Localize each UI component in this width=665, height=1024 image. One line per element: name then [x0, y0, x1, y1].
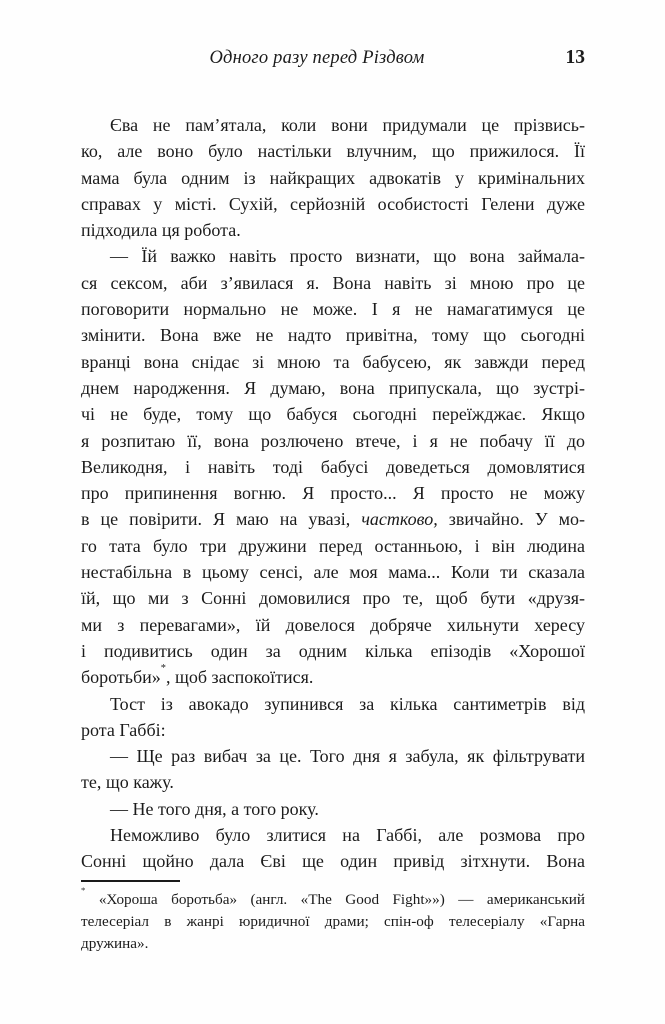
paragraph	[81, 691, 585, 744]
text-line: ми з перевагами», їй довелося добряче хильнути хересу	[81, 614, 585, 635]
text-line: — Ще раз вибач за це. Того дня я забула, як фільтрувати	[110, 746, 585, 767]
running-head	[81, 46, 585, 72]
text-line: Великодня, і навіть тоді бабусі доведеться домовлятися	[81, 456, 585, 477]
text-line: дружина».	[81, 935, 149, 952]
text-line: поговорити нормально не може. І я не намагатимуся це	[81, 299, 585, 320]
text-line: рота Габбі:	[81, 719, 166, 740]
text-line: їй, що ми з Сонні домовилися про те, щоб бути «друзя-	[81, 588, 585, 609]
text-line: телесеріал в жанрі юридичної драми; спін-оф телесеріалу «Гарна	[81, 913, 585, 930]
text-line: Тост із авокадо зупинився за кілька сантиметрів від	[110, 693, 585, 714]
text-line: Неможливо було злитися на Габбі, але розмова про	[110, 825, 585, 846]
footnote-marker: *	[81, 885, 86, 896]
paragraph	[81, 743, 585, 796]
footnote	[81, 880, 585, 955]
text-line: і подивитись один за одним кілька епізодів «Хорошої	[81, 640, 585, 661]
text-line: в це повірити. Я маю на увазі, частково, звичайно. У мо-	[81, 509, 585, 530]
text-line: — Не того дня, а того року.	[110, 798, 319, 819]
paragraph	[81, 243, 585, 690]
italic-text: частково,	[361, 509, 438, 530]
running-title: Одного разу перед Різдвом	[209, 48, 425, 68]
text-line: змінити. Вона вже не надто привітна, тому що сьогодні	[81, 325, 585, 346]
text-line: Сонні щойно дала Єві ще один привід зітхнути. Вона	[81, 851, 585, 872]
text-line: днем народження. Я думаю, вона припускала, що зустрі-	[81, 377, 585, 398]
text-line: — Їй важко навіть просто визнати, що вона займала-	[110, 246, 585, 267]
text-line: вранці вона снідає зі мною та бабусею, як завжди перед	[81, 351, 585, 372]
text-line: про припинення вогню. Я просто... Я просто не можу	[81, 483, 585, 504]
text-line: го тата було три дружини перед останньою, і він людина	[81, 535, 585, 556]
text-line: те, що кажу.	[81, 772, 174, 793]
page-number: 13	[565, 47, 585, 68]
footnote-marker: *	[160, 662, 167, 674]
text-line: підходила ця робота.	[81, 220, 241, 241]
paragraph	[81, 796, 585, 822]
text-line: * «Хороша боротьба» (англ. «The Good Fight»») — американський	[81, 885, 585, 908]
footnote-rule	[81, 880, 180, 882]
body-text	[81, 112, 585, 875]
text-line: мама була одним із найкращих адвокатів у кримінальних	[81, 167, 585, 188]
footnote-text	[81, 885, 585, 955]
text-line: чі не буде, тому що бабуся сьогодні переїжджає. Якщо	[81, 404, 585, 425]
text-line: я розпитаю її, вона розлючено втече, і я не побачу її до	[81, 430, 585, 451]
text-line: справах у місті. Сухій, серйозній особистості Гелени дуже	[81, 193, 585, 214]
text-line: ко, але воно було настільки влучним, що прижилося. Її	[81, 141, 585, 162]
text-line: ся сексом, аби з’явилася я. Вона навіть зі мною про це	[81, 272, 585, 293]
text-line: Єва не пам’ятала, коли вони придумали це прізвись-	[110, 115, 585, 135]
paragraph	[81, 112, 585, 243]
text-line: боротьби»*, щоб заспокоїтися.	[81, 662, 314, 688]
paragraph	[81, 822, 585, 875]
text-line: нестабільна в цьому сенсі, але моя мама... Коли ти сказала	[81, 562, 585, 583]
